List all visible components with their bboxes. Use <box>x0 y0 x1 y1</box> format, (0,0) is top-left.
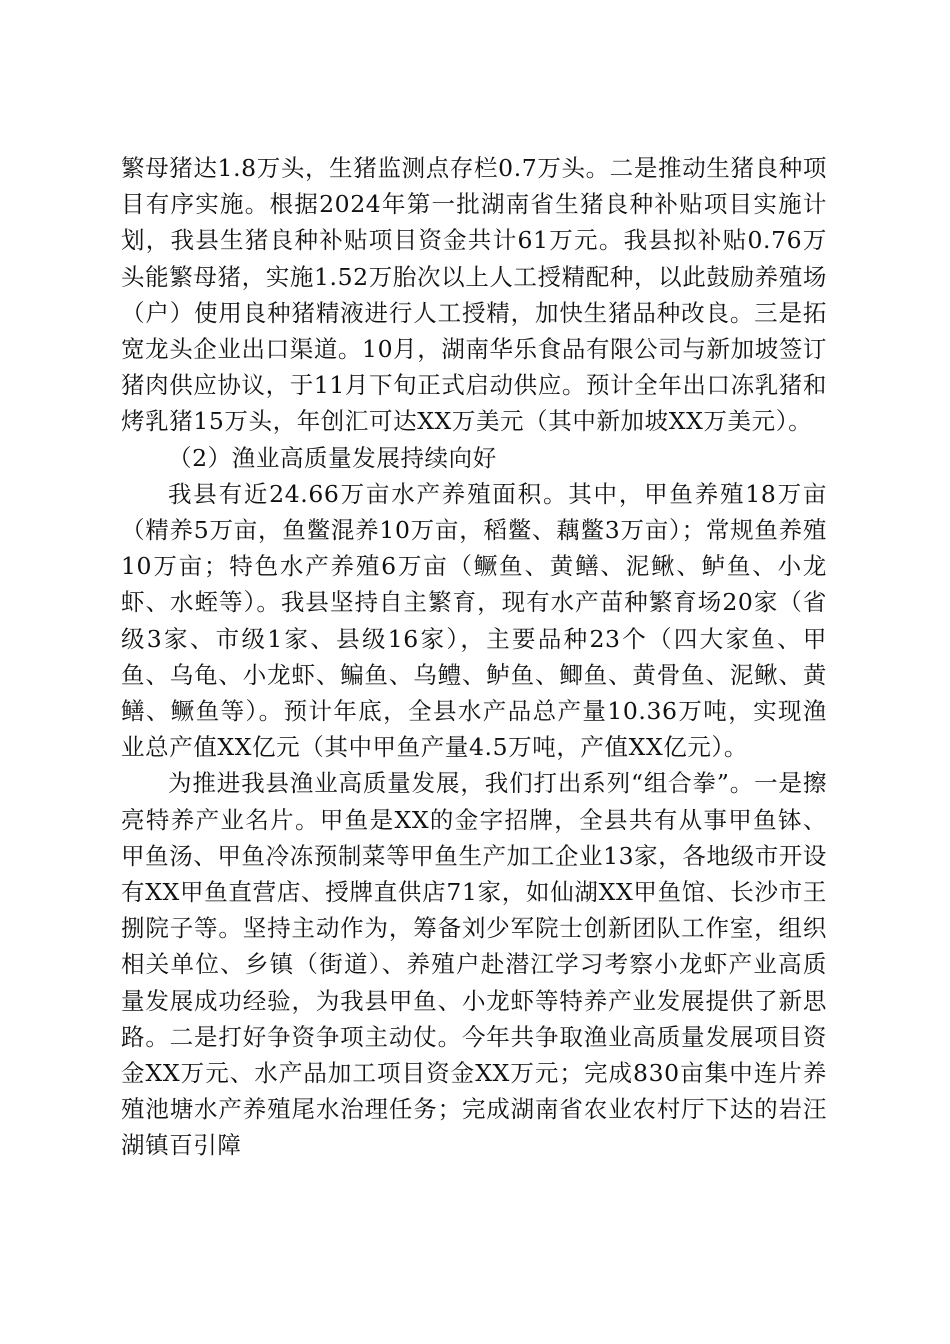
paragraph-continued: 繁母猪达1.8万头，生猪监测点存栏0.7万头。二是推动生猪良种项目有序实施。根据2024年第一批湖南省生猪良种补贴项目实施计划，我县生猪良种补贴项目资金共计61万元。我县拟补贴0.76万头能繁母猪，实施1.52万胎次以上人工授精配种，以此鼓励养殖场（户）使用良种猪精液进行人工授精，加快生猪品种改良。三是拓宽龙头企业出口渠道。10月，湖南华乐食品有限公司与新加坡签订猪肉供应协议，于11月下旬正式启动供应。预计全年出口冻乳猪和烤乳猪15万头，年创汇可达XX万美元（其中新加坡XX万美元）。 <box>121 154 827 436</box>
paragraph-fishery-measures: 为推进我县渔业高质量发展，我们打出系列“组合拳”。一是擦亮特养产业名片。甲鱼是XX的金字招牌，全县共有从事甲鱼钵、甲鱼汤、甲鱼冷冻预制菜等甲鱼生产加工企业13家，各地级市开设有XX甲鱼直营店、授牌直供店71家，如仙湖XX甲鱼馆、长沙市王捌院子等。坚持主动作为，筹备刘少军院士创新团队工作室，组织相关单位、乡镇（街道）、养殖户赴潜江学习考察小龙虾产业高质量发展成功经验，为我县甲鱼、小龙虾等特养产业发展提供了新思路。二是打好争资争项主动仗。今年共争取渔业高质量发展项目资金XX万元、水产品加工项目资金XX万元；完成830亩集中连片养殖池塘水产养殖尾水治理任务；完成湖南省农业农村厅下达的岩汪湖镇百引障 <box>121 769 827 1160</box>
section-heading-fishery: （2）渔业高质量发展持续向好 <box>168 443 497 472</box>
document-body <box>121 150 827 1164</box>
paragraph-fishery-overview: 我县有近24.66万亩水产养殖面积。其中，甲鱼养殖18万亩（精养5万亩，鱼鳖混养10万亩，稻鳖、藕鳖3万亩）；常规鱼养殖10万亩；特色水产养殖6万亩（鳜鱼、黄鳝、泥鳅、鲈鱼、小龙虾、水蛭等）。我县坚持自主繁育，现有水产苗种繁育场20家（省级3家、市级1家、县级16家），主要品种23个（四大家鱼、甲鱼、乌龟、小龙虾、鳊鱼、乌鳢、鲈鱼、鲫鱼、黄骨鱼、泥鳅、黄鳝、鳜鱼等）。预计年底，全县水产品总产量10.36万吨，实现渔业总产值XX亿元（其中甲鱼产量4.5万吨，产值XX亿元）。 <box>121 479 827 762</box>
